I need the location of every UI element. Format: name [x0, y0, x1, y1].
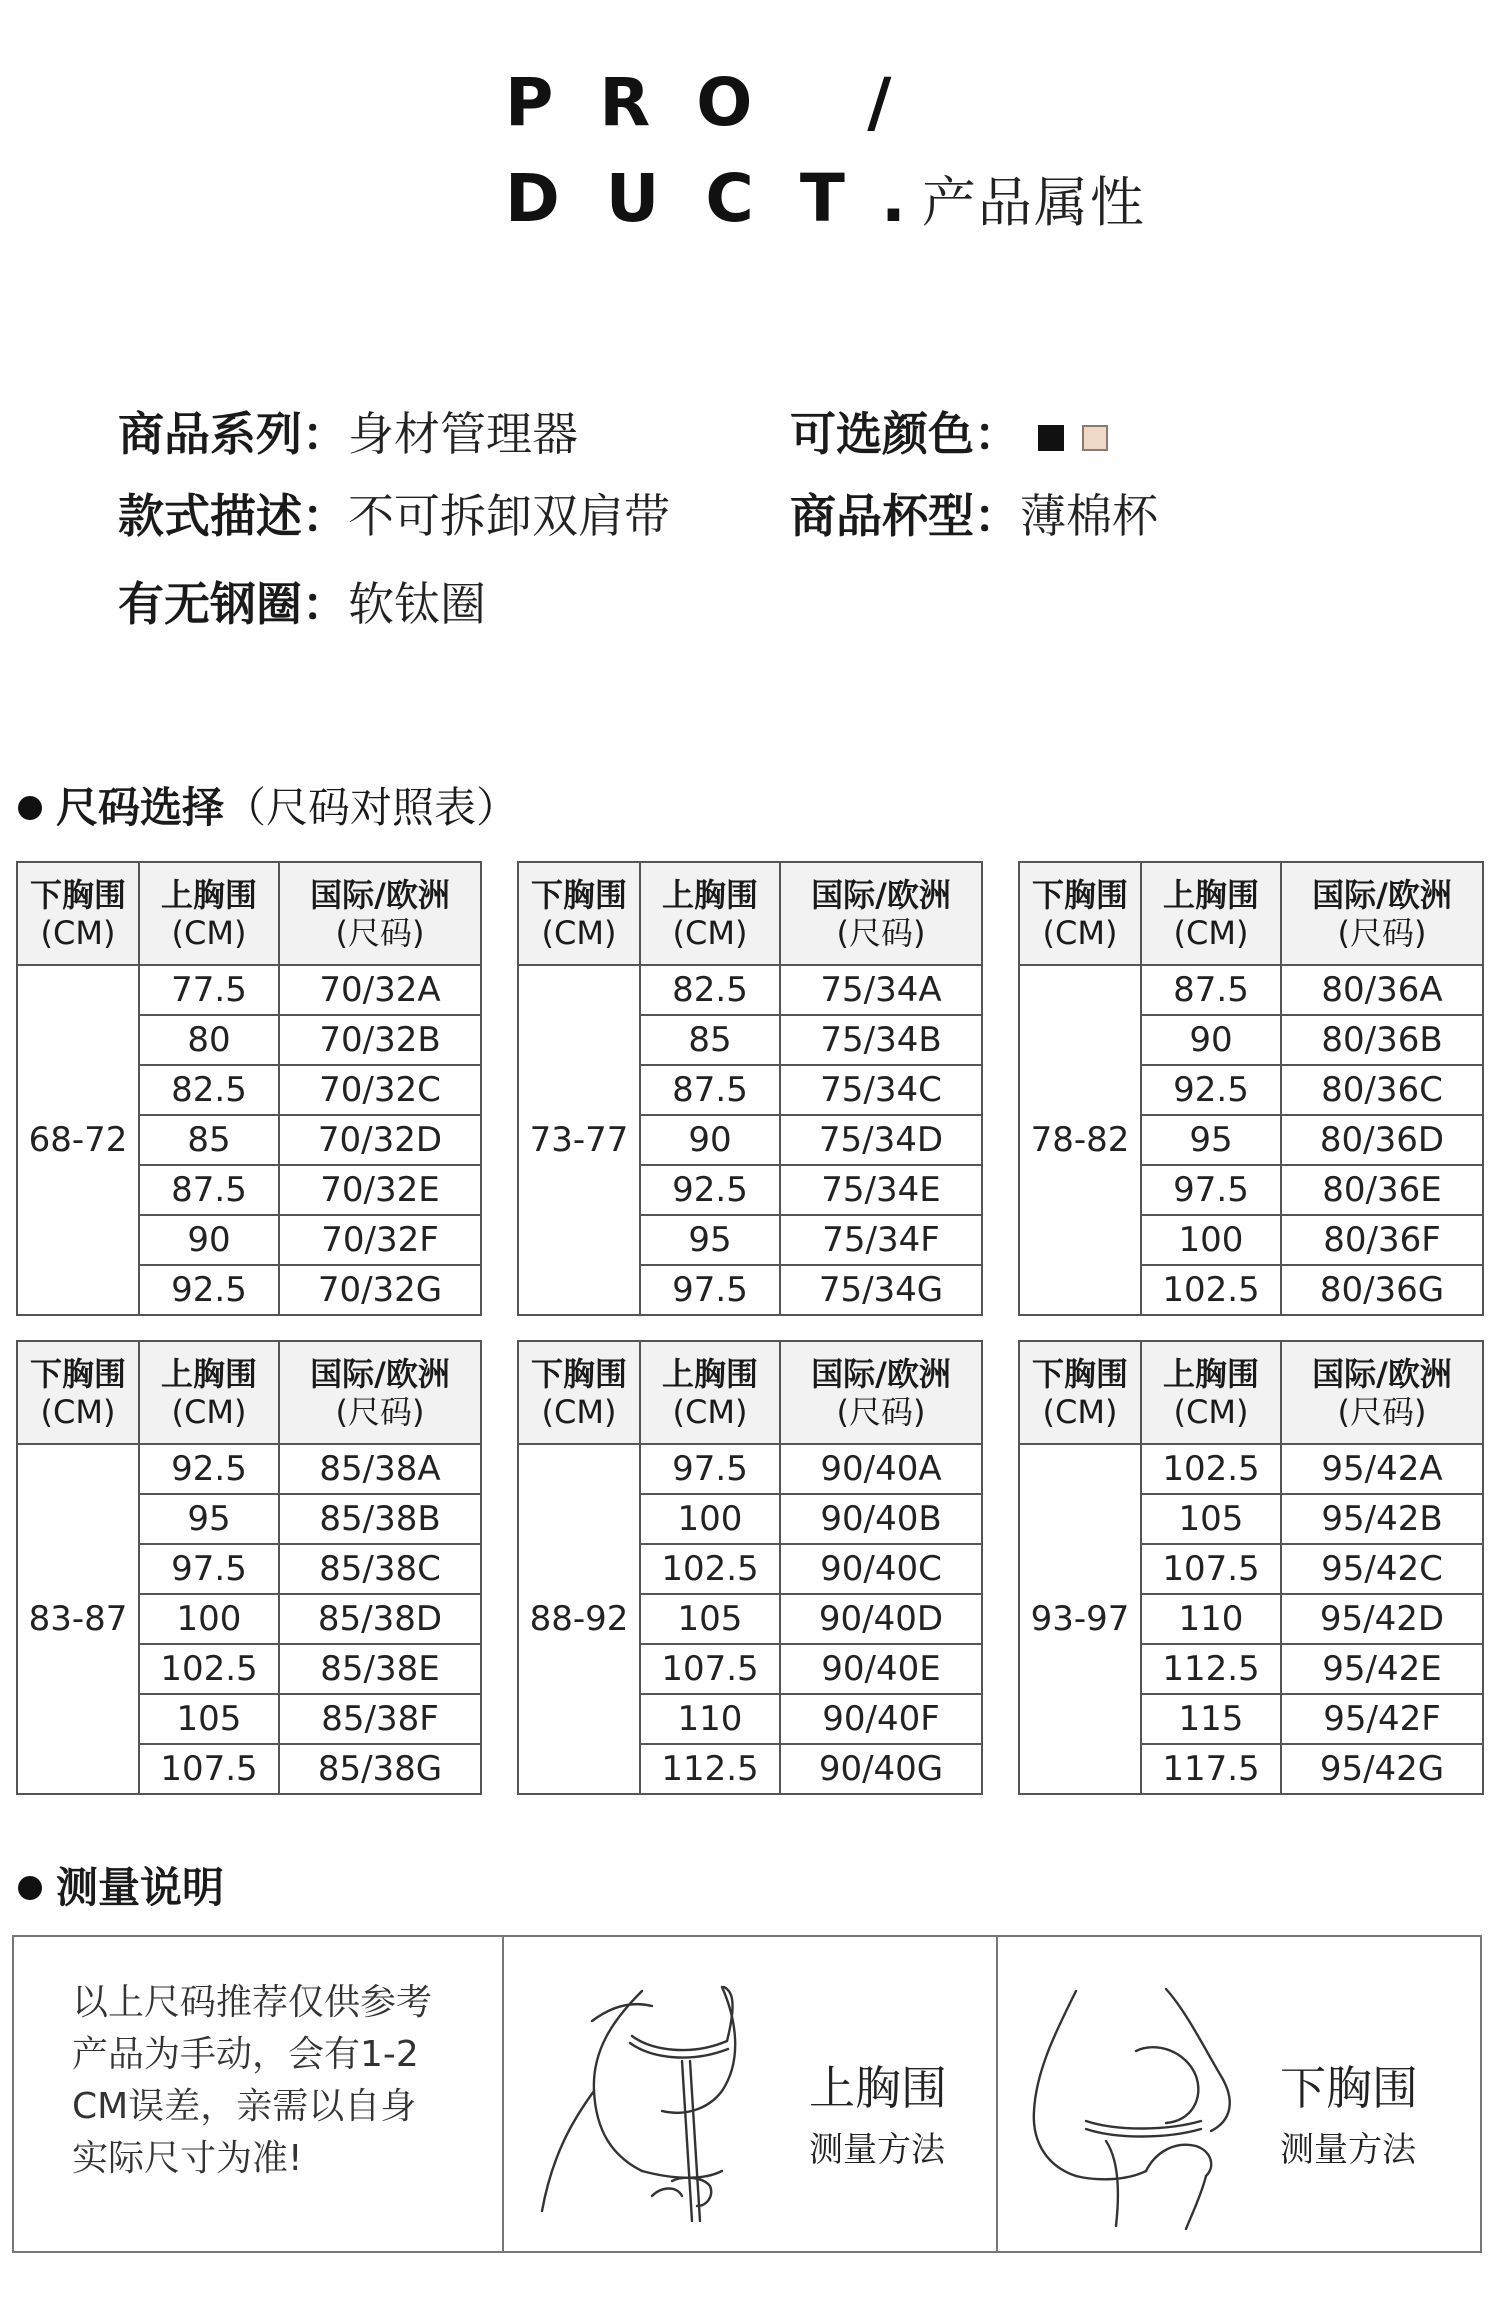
intl-size: 80/36F — [1281, 1215, 1483, 1265]
upper-bust-title: 上胸围 — [809, 2061, 947, 2115]
color-swatch-nude[interactable] — [1082, 425, 1108, 451]
intl-size: 85/38E — [279, 1644, 481, 1694]
bust-value: 92.5 — [139, 1265, 279, 1315]
header-bust — [1141, 1341, 1281, 1444]
bust-value: 105 — [640, 1594, 780, 1644]
attr-cup-key: 商品杯型： — [790, 489, 1020, 543]
under-bust-label — [1280, 2052, 1418, 2171]
header-underbust-text: 下胸围 — [530, 875, 627, 914]
header-underbust-text: 下胸围 — [29, 1354, 126, 1393]
measure-note — [14, 1937, 504, 2251]
measure-instructions — [12, 1935, 1482, 2253]
header-bust — [139, 1341, 279, 1444]
bust-value: 100 — [139, 1594, 279, 1644]
underbust-range: 93-97 — [1019, 1444, 1141, 1794]
header-underbust-unit: (CM) — [1042, 913, 1118, 952]
header-intl-text: 国际/欧洲 — [310, 875, 450, 914]
header-bust-unit: (CM) — [672, 913, 748, 952]
upper-bust-label — [809, 2052, 947, 2171]
intl-size: 90/40B — [780, 1494, 982, 1544]
header-intl-text: 国际/欧洲 — [811, 875, 951, 914]
bust-value: 90 — [139, 1215, 279, 1265]
table-row — [17, 1444, 481, 1494]
bust-value: 92.5 — [1141, 1065, 1281, 1115]
size-table — [517, 861, 983, 1316]
header-bust — [640, 862, 780, 965]
upper-bust-measure-illustration-icon — [532, 1981, 792, 2231]
header-underbust — [518, 1341, 640, 1444]
underbust-range: 73-77 — [518, 965, 640, 1315]
bust-value: 110 — [640, 1694, 780, 1744]
bust-value: 97.5 — [139, 1544, 279, 1594]
bust-value: 87.5 — [640, 1065, 780, 1115]
size-chart-grid — [16, 861, 1482, 1795]
intl-size: 95/42C — [1281, 1544, 1483, 1594]
size-table — [16, 1340, 482, 1795]
header-intl — [279, 862, 481, 965]
bust-value: 82.5 — [640, 965, 780, 1015]
size-title-paren: （尺码对照表） — [224, 783, 519, 832]
intl-size: 80/36D — [1281, 1115, 1483, 1165]
bust-value: 102.5 — [1141, 1444, 1281, 1494]
header-intl — [1281, 1341, 1483, 1444]
bust-value: 87.5 — [139, 1165, 279, 1215]
header-underbust — [17, 1341, 139, 1444]
bust-value: 102.5 — [640, 1544, 780, 1594]
measure-title-text: 测量说明 — [56, 1863, 225, 1912]
table-row — [1019, 1444, 1483, 1494]
attr-series — [118, 398, 578, 464]
size-table — [517, 1340, 983, 1795]
bust-value: 112.5 — [1141, 1644, 1281, 1694]
bust-value: 117.5 — [1141, 1744, 1281, 1794]
header-intl-unit: (尺码) — [335, 913, 425, 952]
intl-size: 80/36G — [1281, 1265, 1483, 1315]
bust-value: 100 — [640, 1494, 780, 1544]
header-intl-text: 国际/欧洲 — [811, 1354, 951, 1393]
bust-value: 82.5 — [139, 1065, 279, 1115]
header-intl — [1281, 862, 1483, 965]
hero-subtitle: 产品属性 — [921, 171, 1146, 234]
attr-style-value: 不可拆卸双肩带 — [348, 489, 670, 543]
intl-size: 75/34F — [780, 1215, 982, 1265]
intl-size: 95/42F — [1281, 1694, 1483, 1744]
upper-bust-subtitle: 测量方法 — [809, 2130, 945, 2170]
header-underbust-unit: (CM) — [40, 913, 116, 952]
attr-cup-value: 薄棉杯 — [1020, 489, 1158, 543]
intl-size: 70/32F — [279, 1215, 481, 1265]
underbust-range: 83-87 — [17, 1444, 139, 1794]
header-underbust-unit: (CM) — [40, 1392, 116, 1431]
header-bust — [139, 862, 279, 965]
header-bust-unit: (CM) — [171, 1392, 247, 1431]
intl-size: 70/32E — [279, 1165, 481, 1215]
header-underbust — [518, 862, 640, 965]
size-table-header — [1019, 862, 1483, 965]
header-intl-text: 国际/欧洲 — [1312, 1354, 1452, 1393]
bust-value: 107.5 — [640, 1644, 780, 1694]
intl-size: 90/40D — [780, 1594, 982, 1644]
intl-size: 85/38D — [279, 1594, 481, 1644]
header-bust-text: 上胸围 — [160, 875, 257, 914]
table-row — [1019, 965, 1483, 1015]
intl-size: 90/40C — [780, 1544, 982, 1594]
intl-size: 90/40G — [780, 1744, 982, 1794]
header-underbust-text: 下胸围 — [530, 1354, 627, 1393]
attr-style — [118, 480, 670, 546]
size-table-header — [1019, 1341, 1483, 1444]
under-bust-subtitle: 测量方法 — [1280, 2130, 1416, 2170]
attr-series-value: 身材管理器 — [348, 407, 578, 461]
header-underbust-text: 下胸围 — [29, 875, 126, 914]
intl-size: 85/38A — [279, 1444, 481, 1494]
intl-size: 95/42D — [1281, 1594, 1483, 1644]
header-intl-unit: (尺码) — [836, 1392, 926, 1431]
size-section-title — [18, 775, 518, 835]
bust-value: 107.5 — [1141, 1544, 1281, 1594]
intl-size: 85/38G — [279, 1744, 481, 1794]
header-bust-unit: (CM) — [672, 1392, 748, 1431]
underbust-range: 88-92 — [518, 1444, 640, 1794]
header-intl — [279, 1341, 481, 1444]
intl-size: 75/34C — [780, 1065, 982, 1115]
header-bust-text: 上胸围 — [661, 875, 758, 914]
intl-size: 75/34B — [780, 1015, 982, 1065]
bust-value: 105 — [1141, 1494, 1281, 1544]
intl-size: 80/36C — [1281, 1065, 1483, 1115]
bust-value: 80 — [139, 1015, 279, 1065]
bust-value: 92.5 — [139, 1444, 279, 1494]
bust-value: 110 — [1141, 1594, 1281, 1644]
intl-size: 90/40A — [780, 1444, 982, 1494]
intl-size: 80/36A — [1281, 965, 1483, 1015]
intl-size: 85/38B — [279, 1494, 481, 1544]
header-intl — [780, 1341, 982, 1444]
underbust-range: 78-82 — [1019, 965, 1141, 1315]
header-bust — [640, 1341, 780, 1444]
bust-value: 97.5 — [1141, 1165, 1281, 1215]
header-underbust — [17, 862, 139, 965]
bust-value: 102.5 — [1141, 1265, 1281, 1315]
intl-size: 75/34G — [780, 1265, 982, 1315]
note-line: 实际尺寸为准! — [72, 2138, 303, 2179]
header-bust-text: 上胸围 — [1162, 875, 1259, 914]
header-bust — [1141, 862, 1281, 965]
intl-size: 90/40F — [780, 1694, 982, 1744]
bust-value: 85 — [139, 1115, 279, 1165]
product-hero — [505, 55, 1146, 251]
attr-colors — [790, 398, 1108, 464]
header-bust-text: 上胸围 — [661, 1354, 758, 1393]
bust-value: 95 — [139, 1494, 279, 1544]
header-intl-unit: (尺码) — [1337, 1392, 1427, 1431]
hero-line-1: PRO / — [505, 64, 938, 141]
intl-size: 95/42B — [1281, 1494, 1483, 1544]
bust-value: 85 — [640, 1015, 780, 1065]
header-underbust — [1019, 1341, 1141, 1444]
header-underbust-unit: (CM) — [1042, 1392, 1118, 1431]
bust-value: 112.5 — [640, 1744, 780, 1794]
table-row — [518, 965, 982, 1015]
attr-colors-key: 可选颜色： — [790, 407, 1020, 461]
under-bust-method — [998, 1937, 1480, 2251]
bust-value: 107.5 — [139, 1744, 279, 1794]
attr-series-key: 商品系列： — [118, 407, 348, 461]
size-table-header — [17, 1341, 481, 1444]
intl-size: 75/34D — [780, 1115, 982, 1165]
header-intl-unit: (尺码) — [1337, 913, 1427, 952]
table-row — [17, 965, 481, 1015]
bullet-dot-icon — [18, 796, 42, 820]
upper-bust-method — [504, 1937, 998, 2251]
bust-value: 100 — [1141, 1215, 1281, 1265]
header-intl-text: 国际/欧洲 — [310, 1354, 450, 1393]
hero-line-2 — [505, 151, 1146, 251]
intl-size: 95/42E — [1281, 1644, 1483, 1694]
header-intl — [780, 862, 982, 965]
bust-value: 90 — [640, 1115, 780, 1165]
intl-size: 70/32G — [279, 1265, 481, 1315]
intl-size: 90/40E — [780, 1644, 982, 1694]
bullet-dot-icon — [18, 1876, 42, 1900]
header-intl-unit: (尺码) — [335, 1392, 425, 1431]
note-line: 产品为手动，会有1-2 — [72, 2034, 419, 2075]
intl-size: 95/42G — [1281, 1744, 1483, 1794]
size-table — [1018, 1340, 1484, 1795]
underbust-range: 68-72 — [17, 965, 139, 1315]
intl-size: 70/32A — [279, 965, 481, 1015]
attr-wire-key: 有无钢圈： — [118, 577, 348, 631]
header-bust-text: 上胸围 — [160, 1354, 257, 1393]
attr-wire-value: 软钛圈 — [348, 577, 486, 631]
measure-section-title — [18, 1855, 224, 1915]
color-swatch-black[interactable] — [1038, 425, 1064, 451]
header-bust-text: 上胸围 — [1162, 1354, 1259, 1393]
bust-value: 115 — [1141, 1694, 1281, 1744]
intl-size: 70/32D — [279, 1115, 481, 1165]
bust-value: 97.5 — [640, 1444, 780, 1494]
header-underbust-unit: (CM) — [541, 1392, 617, 1431]
attr-cup — [790, 480, 1158, 546]
size-table-header — [17, 862, 481, 965]
intl-size: 70/32B — [279, 1015, 481, 1065]
size-table-header — [518, 1341, 982, 1444]
header-underbust-text: 下胸围 — [1031, 875, 1128, 914]
header-underbust — [1019, 862, 1141, 965]
intl-size: 85/38C — [279, 1544, 481, 1594]
attr-style-key: 款式描述： — [118, 489, 348, 543]
under-bust-measure-illustration-icon — [1016, 1981, 1266, 2231]
intl-size: 70/32C — [279, 1065, 481, 1115]
bust-value: 102.5 — [139, 1644, 279, 1694]
intl-size: 95/42A — [1281, 1444, 1483, 1494]
header-intl-unit: (尺码) — [836, 913, 926, 952]
under-bust-title: 下胸围 — [1280, 2061, 1418, 2115]
table-row — [518, 1444, 982, 1494]
size-title-text: 尺码选择 — [56, 783, 225, 832]
bust-value: 105 — [139, 1694, 279, 1744]
attr-wire — [118, 568, 486, 634]
intl-size: 80/36B — [1281, 1015, 1483, 1065]
intl-size: 80/36E — [1281, 1165, 1483, 1215]
size-table-header — [518, 862, 982, 965]
bust-value: 92.5 — [640, 1165, 780, 1215]
header-underbust-text: 下胸围 — [1031, 1354, 1128, 1393]
note-line: CM误差，亲需以自身 — [72, 2086, 417, 2127]
bust-value: 87.5 — [1141, 965, 1281, 1015]
hero-line-2-text: DUCT. — [505, 160, 952, 237]
size-table — [1018, 861, 1484, 1316]
size-table — [16, 861, 482, 1316]
intl-size: 75/34A — [780, 965, 982, 1015]
header-bust-unit: (CM) — [1173, 1392, 1249, 1431]
header-intl-text: 国际/欧洲 — [1312, 875, 1452, 914]
bust-value: 95 — [640, 1215, 780, 1265]
intl-size: 75/34E — [780, 1165, 982, 1215]
header-bust-unit: (CM) — [1173, 913, 1249, 952]
bust-value: 95 — [1141, 1115, 1281, 1165]
bust-value: 90 — [1141, 1015, 1281, 1065]
bust-value: 77.5 — [139, 965, 279, 1015]
intl-size: 85/38F — [279, 1694, 481, 1744]
bust-value: 97.5 — [640, 1265, 780, 1315]
note-line: 以上尺码推荐仅供参考 — [72, 1982, 433, 2023]
header-bust-unit: (CM) — [171, 913, 247, 952]
header-underbust-unit: (CM) — [541, 913, 617, 952]
